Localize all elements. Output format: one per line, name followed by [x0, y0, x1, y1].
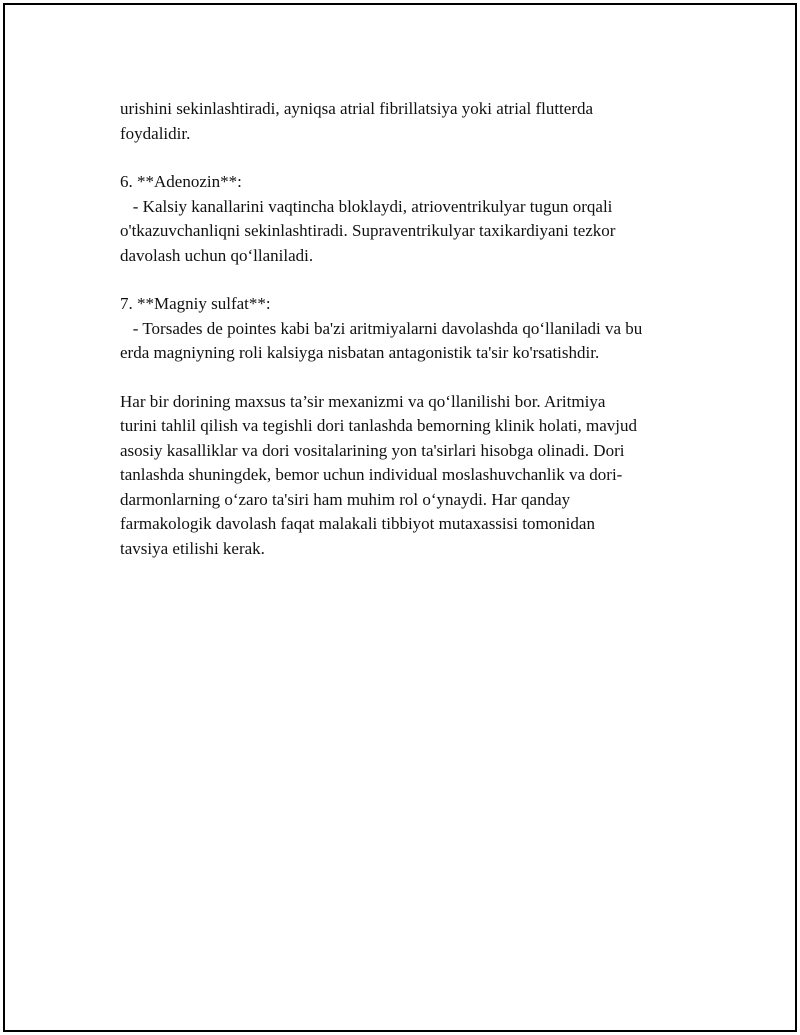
text-line: foydalidir. — [120, 123, 191, 143]
list-item-heading: 7. **Magniy sulfat**: — [120, 294, 271, 313]
list-item-heading: 6. **Adenozin**: — [120, 172, 242, 191]
text-line: - Torsades de pointes kabi ba'zi aritmiyalarni davolashda qo‘llaniladi va bu — [120, 318, 643, 338]
text-line: - Kalsiy kanallarini vaqtincha bloklaydi, atrioventrikulyar tugun orqali — [120, 196, 613, 216]
paragraph-summary — [120, 390, 700, 562]
text-line: farmakologik davolash faqat malakali tibbiyot mutaxassisi tomonidan — [120, 514, 595, 533]
text-line: o'tkazuvchanliqni sekinlashtiradi. Supraventrikulyar taxikardiyani tezkor — [120, 221, 616, 240]
text-line: urishini sekinlashtiradi, ayniqsa atrial fibrillatsiya yoki atrial flutterda — [120, 99, 594, 118]
text-line: tanlashda shuningdek, bemor uchun individual moslashuvchanlik va dori- — [120, 465, 623, 484]
text-line: davolash uchun qo‘llaniladi. — [120, 245, 314, 265]
document-body — [120, 97, 700, 585]
list-item-adenozin — [120, 170, 700, 268]
text-line: asosiy kasalliklar va dori vositalarining yon ta'sirlari hisobga olinadi. Dori — [120, 440, 625, 460]
text-line: darmonlarning o‘zaro ta'siri ham muhim rol o‘ynaydi. Har qanday — [120, 489, 571, 509]
document-page — [3, 3, 797, 1032]
text-line: erda magniyning roli kalsiyga nisbatan antagonistik ta'sir ko'rsatishdir. — [120, 343, 600, 362]
paragraph-continuation — [120, 97, 700, 146]
text-line: Har bir dorining maxsus ta’sir mexanizmi va qo‘llanilishi bor. Aritmiya — [120, 391, 606, 411]
list-item-magniy-sulfat — [120, 292, 700, 366]
text-line: turini tahlil qilish va tegishli dori tanlashda bemorning klinik holati, mavjud — [120, 416, 638, 435]
text-line: tavsiya etilishi kerak. — [120, 538, 265, 558]
